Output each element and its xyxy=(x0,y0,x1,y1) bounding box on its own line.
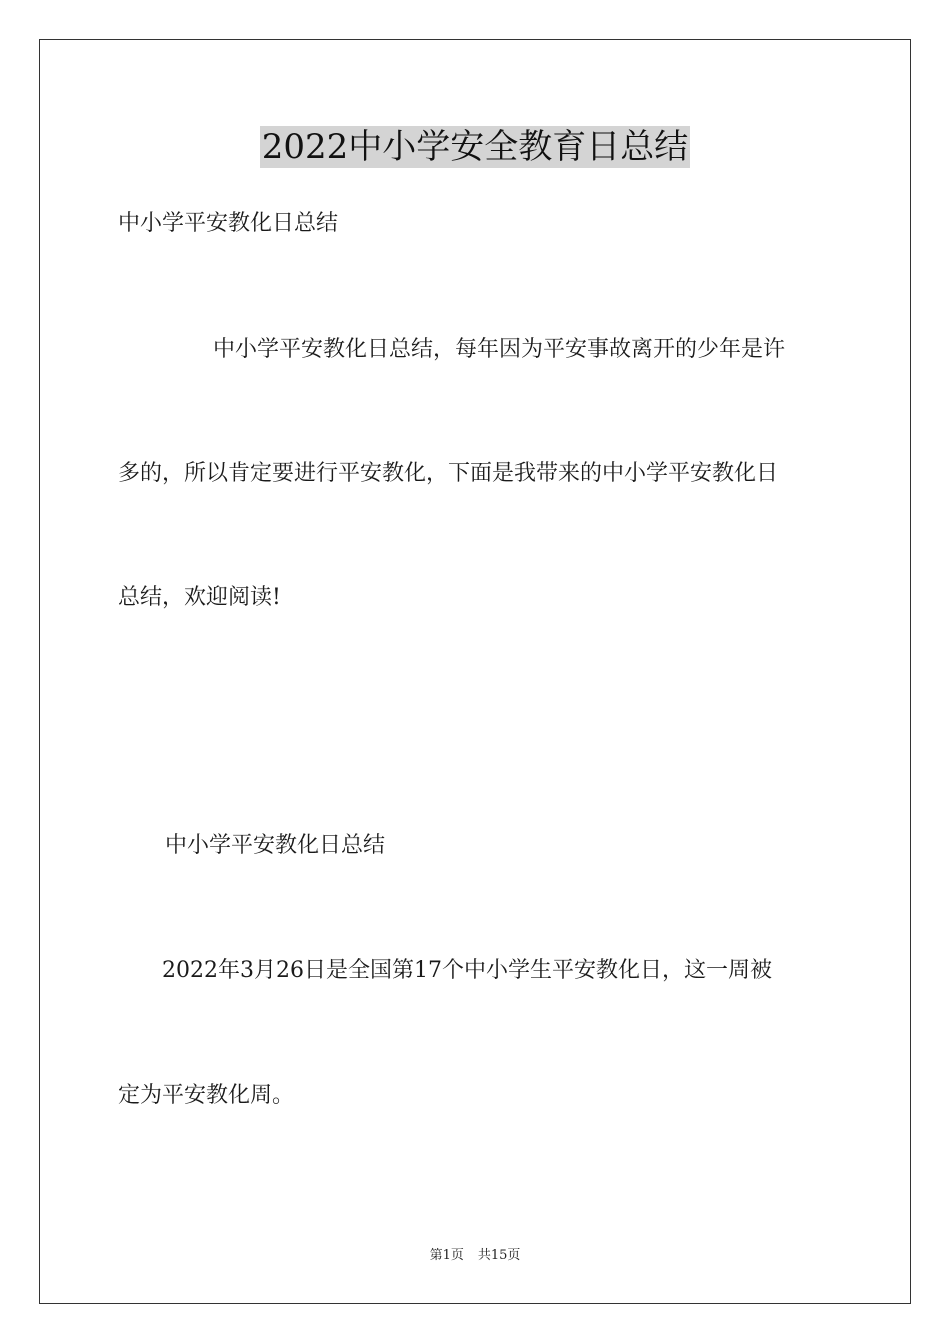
intro-line-1: 中小学平安教化日总结，每年因为平安事故离开的少年是许 xyxy=(213,337,786,362)
page-number: 第1页 xyxy=(429,1248,464,1263)
document-subtitle: 中小学平安教化日总结 xyxy=(118,211,339,236)
intro-line-2: 多的，所以肯定要进行平安教化，下面是我带来的中小学平安教化日 xyxy=(118,461,779,486)
title-container xyxy=(0,126,950,168)
intro-line-3: 总结，欢迎阅读! xyxy=(118,585,281,610)
document-title: 2022中小学安全教育日总结 xyxy=(261,127,689,167)
page-footer xyxy=(0,1247,950,1265)
page-total: 共15页 xyxy=(477,1248,521,1263)
paragraph-line-2: 定为平安教化周。 xyxy=(118,1083,295,1108)
section-heading: 中小学平安教化日总结 xyxy=(165,833,386,858)
paragraph-line-1: 2022年3月26日是全国第17个中小学生平安教化日，这一周被 xyxy=(162,958,772,983)
